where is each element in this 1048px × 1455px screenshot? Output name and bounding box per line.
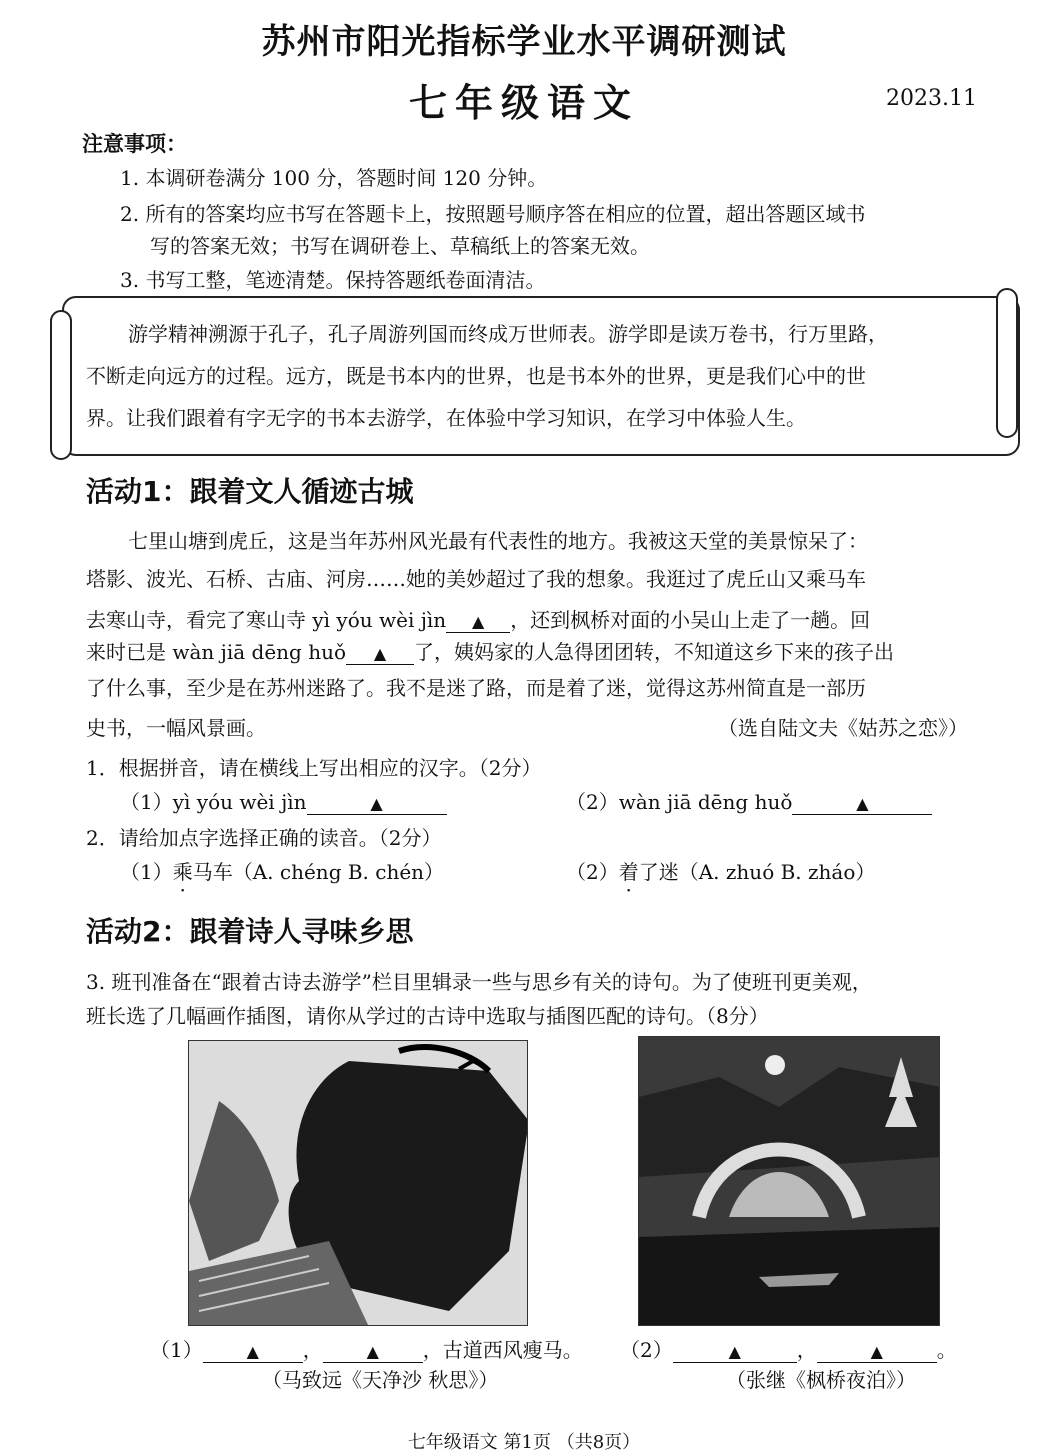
notice-item: 2. 所有的答案均应书写在答题卡上，按照题号顺序答在相应的位置，超出答题区域书 (120, 202, 866, 226)
triangle-icon: ▲ (728, 1342, 741, 1361)
intro-line: 界。让我们跟着有字无字的书本去游学，在体验中学习知识，在学习中体验人生。 (86, 406, 806, 430)
intro-line: 游学精神溯源于孔子，孔子周游列国而终成万世师表。游学即是读万卷书，行万里路， (128, 322, 888, 346)
passage-line (86, 604, 870, 633)
pinyin-text: （1）yì yóu wèi jìn (120, 790, 307, 814)
option-text: 马车（A. chéng B. chén） (192, 860, 445, 884)
notice-heading: 注意事项： (82, 132, 187, 156)
passage-text: ，还到枫桥对面的小吴山上走了一趟。回 (510, 608, 871, 632)
passage-line: 史书，一幅风景画。 (86, 716, 266, 740)
question-1-part (120, 786, 447, 815)
triangle-icon: ▲ (856, 794, 869, 813)
passage-source: （选自陆文夫《姑苏之恋》） (718, 716, 968, 740)
scroll-curl-right (996, 288, 1018, 438)
page-footer: 七年级语文 第1页 （共8页） (407, 1432, 641, 1453)
answer-blank[interactable] (817, 1338, 937, 1363)
dotted-char: 着 (618, 860, 639, 884)
passage-text: 来时已是 wàn jiā dēng huǒ (86, 640, 346, 664)
dotted-char: 乘 (172, 860, 193, 884)
illustration-maple-bridge (638, 1036, 940, 1326)
triangle-icon: ▲ (246, 1342, 259, 1361)
notice-item: 写的答案无效；书写在调研卷上、草稿纸上的答案无效。 (150, 234, 650, 258)
answer-blank[interactable] (346, 640, 414, 665)
comma: ， (302, 1338, 323, 1362)
question-2-part (566, 856, 875, 885)
answer-blank[interactable] (323, 1338, 423, 1363)
illustration-autumn-thoughts-art (189, 1041, 528, 1326)
question-3: 班长选了几幅画作插图，请你从学过的古诗中选取与插图匹配的诗句。（8分） (86, 1004, 769, 1028)
triangle-icon: ▲ (472, 612, 485, 631)
question-2: 2．请给加点字选择正确的读音。（2分） (86, 826, 442, 850)
triangle-icon: ▲ (870, 1342, 883, 1361)
notice-item: 3. 书写工整，笔迹清楚。保持答题纸卷面清洁。 (120, 268, 546, 292)
intro-line: 不断走向远方的过程。远方，既是书本内的世界，也是书本外的世界，更是我们心中的世 (86, 364, 866, 388)
scroll-curl-left (50, 310, 72, 460)
caption-2 (620, 1334, 957, 1363)
answer-blank[interactable] (446, 608, 510, 633)
passage-line (86, 636, 894, 665)
item-number: （2） (566, 860, 619, 884)
illustration-maple-bridge-art (639, 1037, 940, 1326)
answer-blank[interactable] (792, 790, 932, 815)
answer-blank[interactable] (307, 790, 447, 815)
question-2-part (120, 856, 444, 885)
activity1-heading: 活动1：跟着文人循迹古城 (86, 475, 414, 508)
caption-2-source: （张继《枫桥夜泊》） (726, 1368, 916, 1392)
triangle-icon: ▲ (366, 1342, 379, 1361)
notice-item: 1. 本调研卷满分 100 分，答题时间 120 分钟。 (120, 166, 548, 190)
comma: ， (796, 1338, 817, 1362)
item-number: （1） (150, 1338, 203, 1362)
exam-title: 苏州市阳光指标学业水平调研测试 (261, 22, 787, 62)
triangle-icon: ▲ (373, 644, 387, 663)
passage-text: 了，姨妈家的人急得团团转，不知道这乡下来的孩子出 (414, 640, 894, 664)
exam-subtitle: 七年级语文 (408, 81, 639, 125)
answer-blank[interactable] (203, 1338, 303, 1363)
answer-blank[interactable] (673, 1338, 797, 1363)
option-text: 了迷（A. zhuó B. zháo） (638, 860, 876, 884)
question-1-part (566, 786, 932, 815)
item-number: （2） (620, 1338, 673, 1362)
triangle-icon: ▲ (370, 794, 383, 813)
question-1: 1．根据拼音，请在横线上写出相应的汉字。（2分） (86, 756, 542, 780)
caption-text: ，古道西风瘦马。 (422, 1338, 583, 1362)
passage-line: 了什么事，至少是在苏州迷路了。我不是迷了路，而是着了迷，觉得这苏州简直是一部历 (86, 676, 866, 700)
caption-text: 。 (936, 1338, 957, 1362)
illustration-autumn-thoughts (188, 1040, 528, 1326)
pinyin-text: （2）wàn jiā dēng huǒ (566, 790, 793, 814)
exam-date: 2023.11 (886, 86, 977, 111)
item-number: （1） (120, 860, 173, 884)
question-3: 3. 班刊准备在“跟着古诗去游学”栏目里辑录一些与思乡有关的诗句。为了使班刊更美观， (86, 970, 872, 994)
caption-1-source: （马致远《天净沙 秋思》） (262, 1368, 499, 1392)
passage-line: 塔影、波光、石桥、古庙、河房……她的美妙超过了我的想象。我逛过了虎丘山又乘马车 (86, 567, 866, 591)
activity2-heading: 活动2：跟着诗人寻味乡思 (86, 915, 414, 948)
passage-line: 七里山塘到虎丘，这是当年苏州风光最有代表性的地方。我被这天堂的美景惊呆了： (128, 529, 868, 553)
caption-1 (150, 1334, 583, 1363)
passage-text: 去寒山寺，看完了寒山寺 yì yóu wèi jìn (86, 608, 447, 632)
